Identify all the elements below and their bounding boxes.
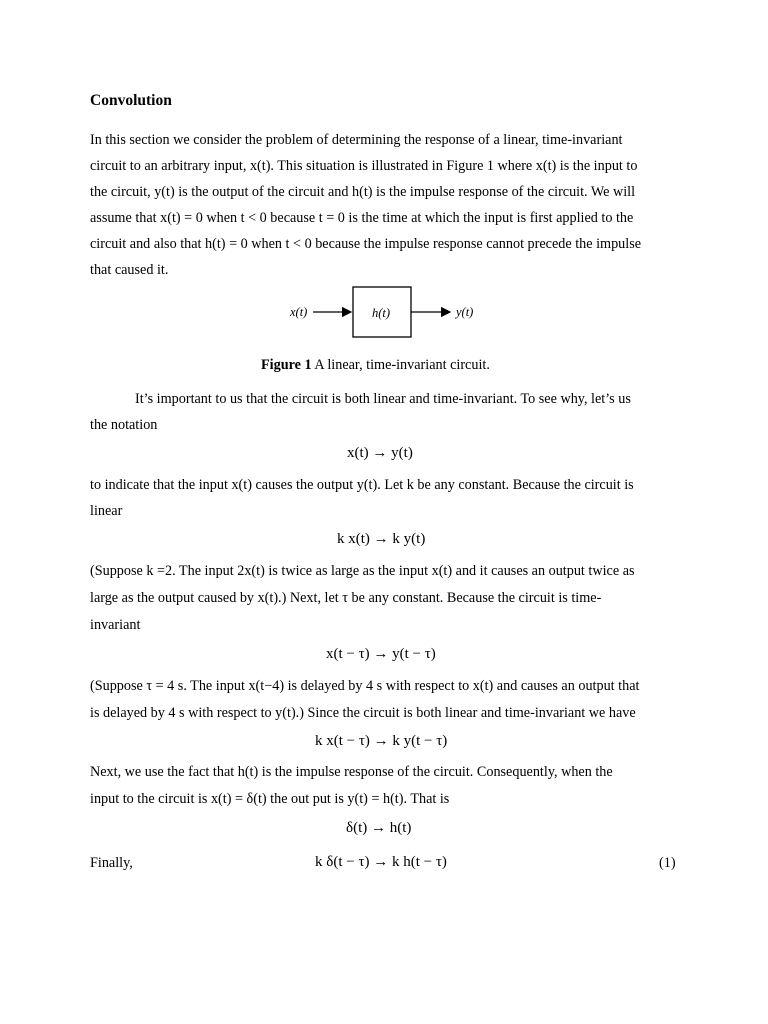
- box-label: h(t): [372, 306, 391, 320]
- circuit-block-diagram: [280, 284, 500, 344]
- para5-line-1: (Suppose τ = 4 s. The input x(t−4) is delayed by 4 s with respect to x(t) and causes an output that: [90, 678, 640, 694]
- equation-2: k x(t) → k y(t): [337, 531, 426, 547]
- equation-6: k δ(t − τ) → k h(t − τ): [315, 854, 447, 870]
- equation-number: (1): [659, 855, 676, 871]
- para4-line-2: large as the output caused by x(t).) Next, let τ be any constant. Because the circuit is time-: [90, 590, 602, 606]
- para2-line-2: the notation: [90, 417, 158, 433]
- output-signal-label: y(t): [456, 305, 474, 319]
- equation-5: δ(t) → h(t): [346, 820, 412, 836]
- para2-line-1: It’s important to us that the circuit is both linear and time-invariant. To see why, let’s us: [135, 391, 631, 407]
- para1-line-1: In this section we consider the problem of determining the response of a linear, time-invariant: [90, 132, 623, 148]
- finally-label: Finally,: [90, 855, 133, 871]
- para1-line-4: assume that x(t) = 0 when t < 0 because t = 0 is the time at which the input is first applied to the: [90, 210, 634, 226]
- para4-line-3: invariant: [90, 617, 141, 633]
- para3-line-2: linear: [90, 503, 123, 519]
- figure-caption-text: A linear, time-invariant circuit.: [311, 357, 490, 373]
- equation-4: k x(t − τ) → k y(t − τ): [315, 733, 448, 749]
- equation-1: x(t) → y(t): [347, 445, 413, 461]
- para6-line-2: input to the circuit is x(t) = δ(t) the out put is y(t) = h(t). That is: [90, 791, 450, 807]
- section-heading: Convolution: [90, 92, 172, 109]
- figure-caption: [261, 357, 490, 373]
- para1-line-3: the circuit, y(t) is the output of the circuit and h(t) is the impulse response of the circuit. We will: [90, 184, 636, 200]
- para5-line-2: is delayed by 4 s with respect to y(t).) Since the circuit is both linear and time-invariant we have: [90, 705, 636, 721]
- para1-line-2: circuit to an arbitrary input, x(t). This situation is illustrated in Figure 1 where x(t) is the input to: [90, 158, 638, 174]
- equation-3: x(t − τ) → y(t − τ): [326, 646, 436, 662]
- para4-line-1: (Suppose k =2. The input 2x(t) is twice as large as the input x(t) and it causes an output twice as: [90, 563, 635, 579]
- para3-line-1: to indicate that the input x(t) causes the output y(t). Let k be any constant. Because the circuit is: [90, 477, 634, 493]
- input-signal-label: x(t): [290, 305, 308, 319]
- para1-line-5: circuit and also that h(t) = 0 when t < 0 because the impulse response cannot precede the impulse: [90, 236, 642, 252]
- para1-line-6: that caused it.: [90, 262, 169, 278]
- figure-caption-number: Figure 1: [261, 357, 312, 373]
- para6-line-1: Next, we use the fact that h(t) is the impulse response of the circuit. Consequently, when the: [90, 764, 613, 780]
